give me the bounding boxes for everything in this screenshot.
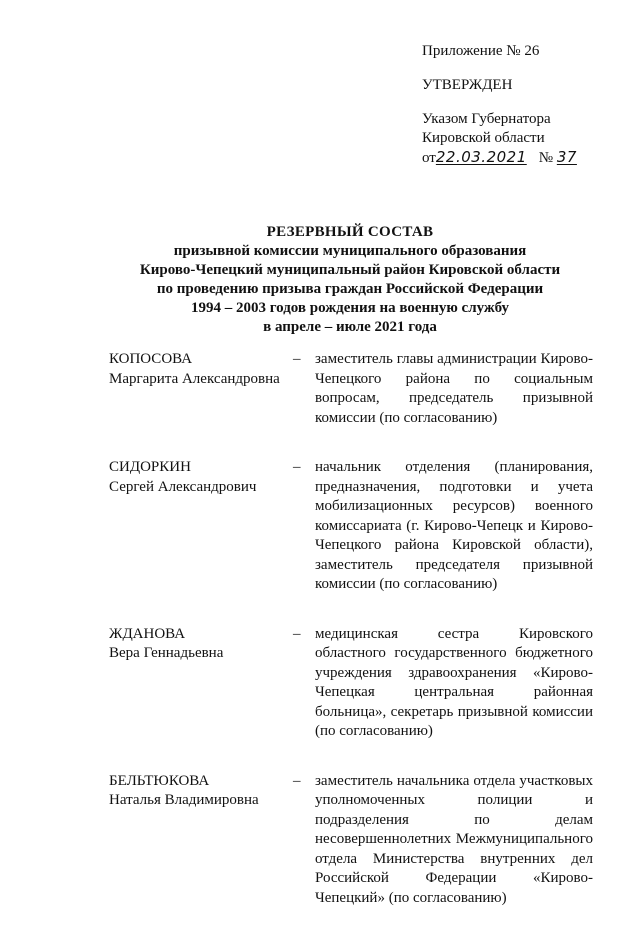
member-given-name: Наталья Владимировна bbox=[109, 792, 259, 808]
decree-line-2: Кировской области bbox=[422, 130, 545, 146]
appendix-number: Приложение № 26 bbox=[422, 43, 540, 59]
member-given-name: Вера Геннадьевна bbox=[109, 645, 224, 661]
title-line-6: в апреле – июле 2021 года bbox=[263, 319, 437, 335]
dash-separator: – bbox=[293, 459, 301, 475]
dash-separator: – bbox=[293, 772, 301, 789]
member-entry bbox=[109, 772, 593, 909]
member-surname: ЖДАНОВА bbox=[109, 625, 186, 642]
member-role: заместитель начальника отдела участковых уполномоченных полиции и подразделения по делам несовершеннолетних Межмуниципального отдела Министерства внутренних дел Российской Федерации «Кирово-Чепецкий» (по согласованию) bbox=[315, 772, 593, 906]
handwritten-number: 37 bbox=[556, 148, 577, 166]
date-prefix: от bbox=[422, 150, 436, 166]
member-surname: БЕЛЬТЮКОВА bbox=[109, 772, 210, 789]
member-name bbox=[109, 458, 289, 595]
member-name bbox=[109, 625, 289, 742]
handwritten-date: 22.03.2021 bbox=[435, 148, 527, 166]
dash-separator: – bbox=[293, 351, 301, 367]
decree-date-line bbox=[422, 148, 622, 168]
title-line-3: Кирово-Чепецкий муниципальный район Кировской области bbox=[139, 262, 561, 278]
member-given-name: Маргарита Александровна bbox=[109, 370, 280, 387]
member-name bbox=[109, 350, 289, 428]
approved-label: УТВЕРЖДЕН bbox=[422, 77, 513, 93]
title-main: РЕЗЕРВНЫЙ СОСТАВ bbox=[266, 224, 434, 240]
member-role: медицинская сестра Кировского областного государственного бюджетного учреждения здравоохранения «Кирово-Чепецкая центральная районная больница», секретарь призывной комиссии (по согласованию) bbox=[315, 625, 593, 739]
member-surname: КОПОСОВА bbox=[109, 351, 193, 367]
approval-block bbox=[422, 42, 622, 168]
title-line-2: призывной комиссии муниципального образования bbox=[173, 243, 527, 259]
member-role: начальник отделения (планирования, предназначения, подготовки и учета мобилизационных ресурсов) военного комиссариата (г. Кирово-Чепецк и Кирово-Чепецкого района Кировской области), заместитель председателя призывной комиссии (по согласованию) bbox=[315, 459, 593, 592]
member-given-name: Сергей Александрович bbox=[109, 478, 257, 495]
title-line-5: 1994 – 2003 годов рождения на военную службу bbox=[190, 300, 510, 316]
member-entry bbox=[109, 458, 593, 595]
member-name bbox=[109, 772, 289, 909]
member-surname: СИДОРКИН bbox=[109, 459, 191, 475]
decree-line-1: Указом Губернатора bbox=[422, 111, 551, 127]
number-prefix: № bbox=[538, 150, 554, 166]
dash-separator: – bbox=[293, 625, 301, 642]
member-entry bbox=[109, 625, 593, 742]
member-role: заместитель главы администрации Кирово-Чепецкого района по социальным вопросам, председатель призывной комиссии (по согласованию) bbox=[315, 351, 593, 426]
member-entry bbox=[109, 350, 593, 428]
document-title bbox=[100, 223, 600, 337]
member-list bbox=[109, 350, 593, 938]
title-line-4: по проведению призыва граждан Российской Федерации bbox=[156, 281, 544, 297]
